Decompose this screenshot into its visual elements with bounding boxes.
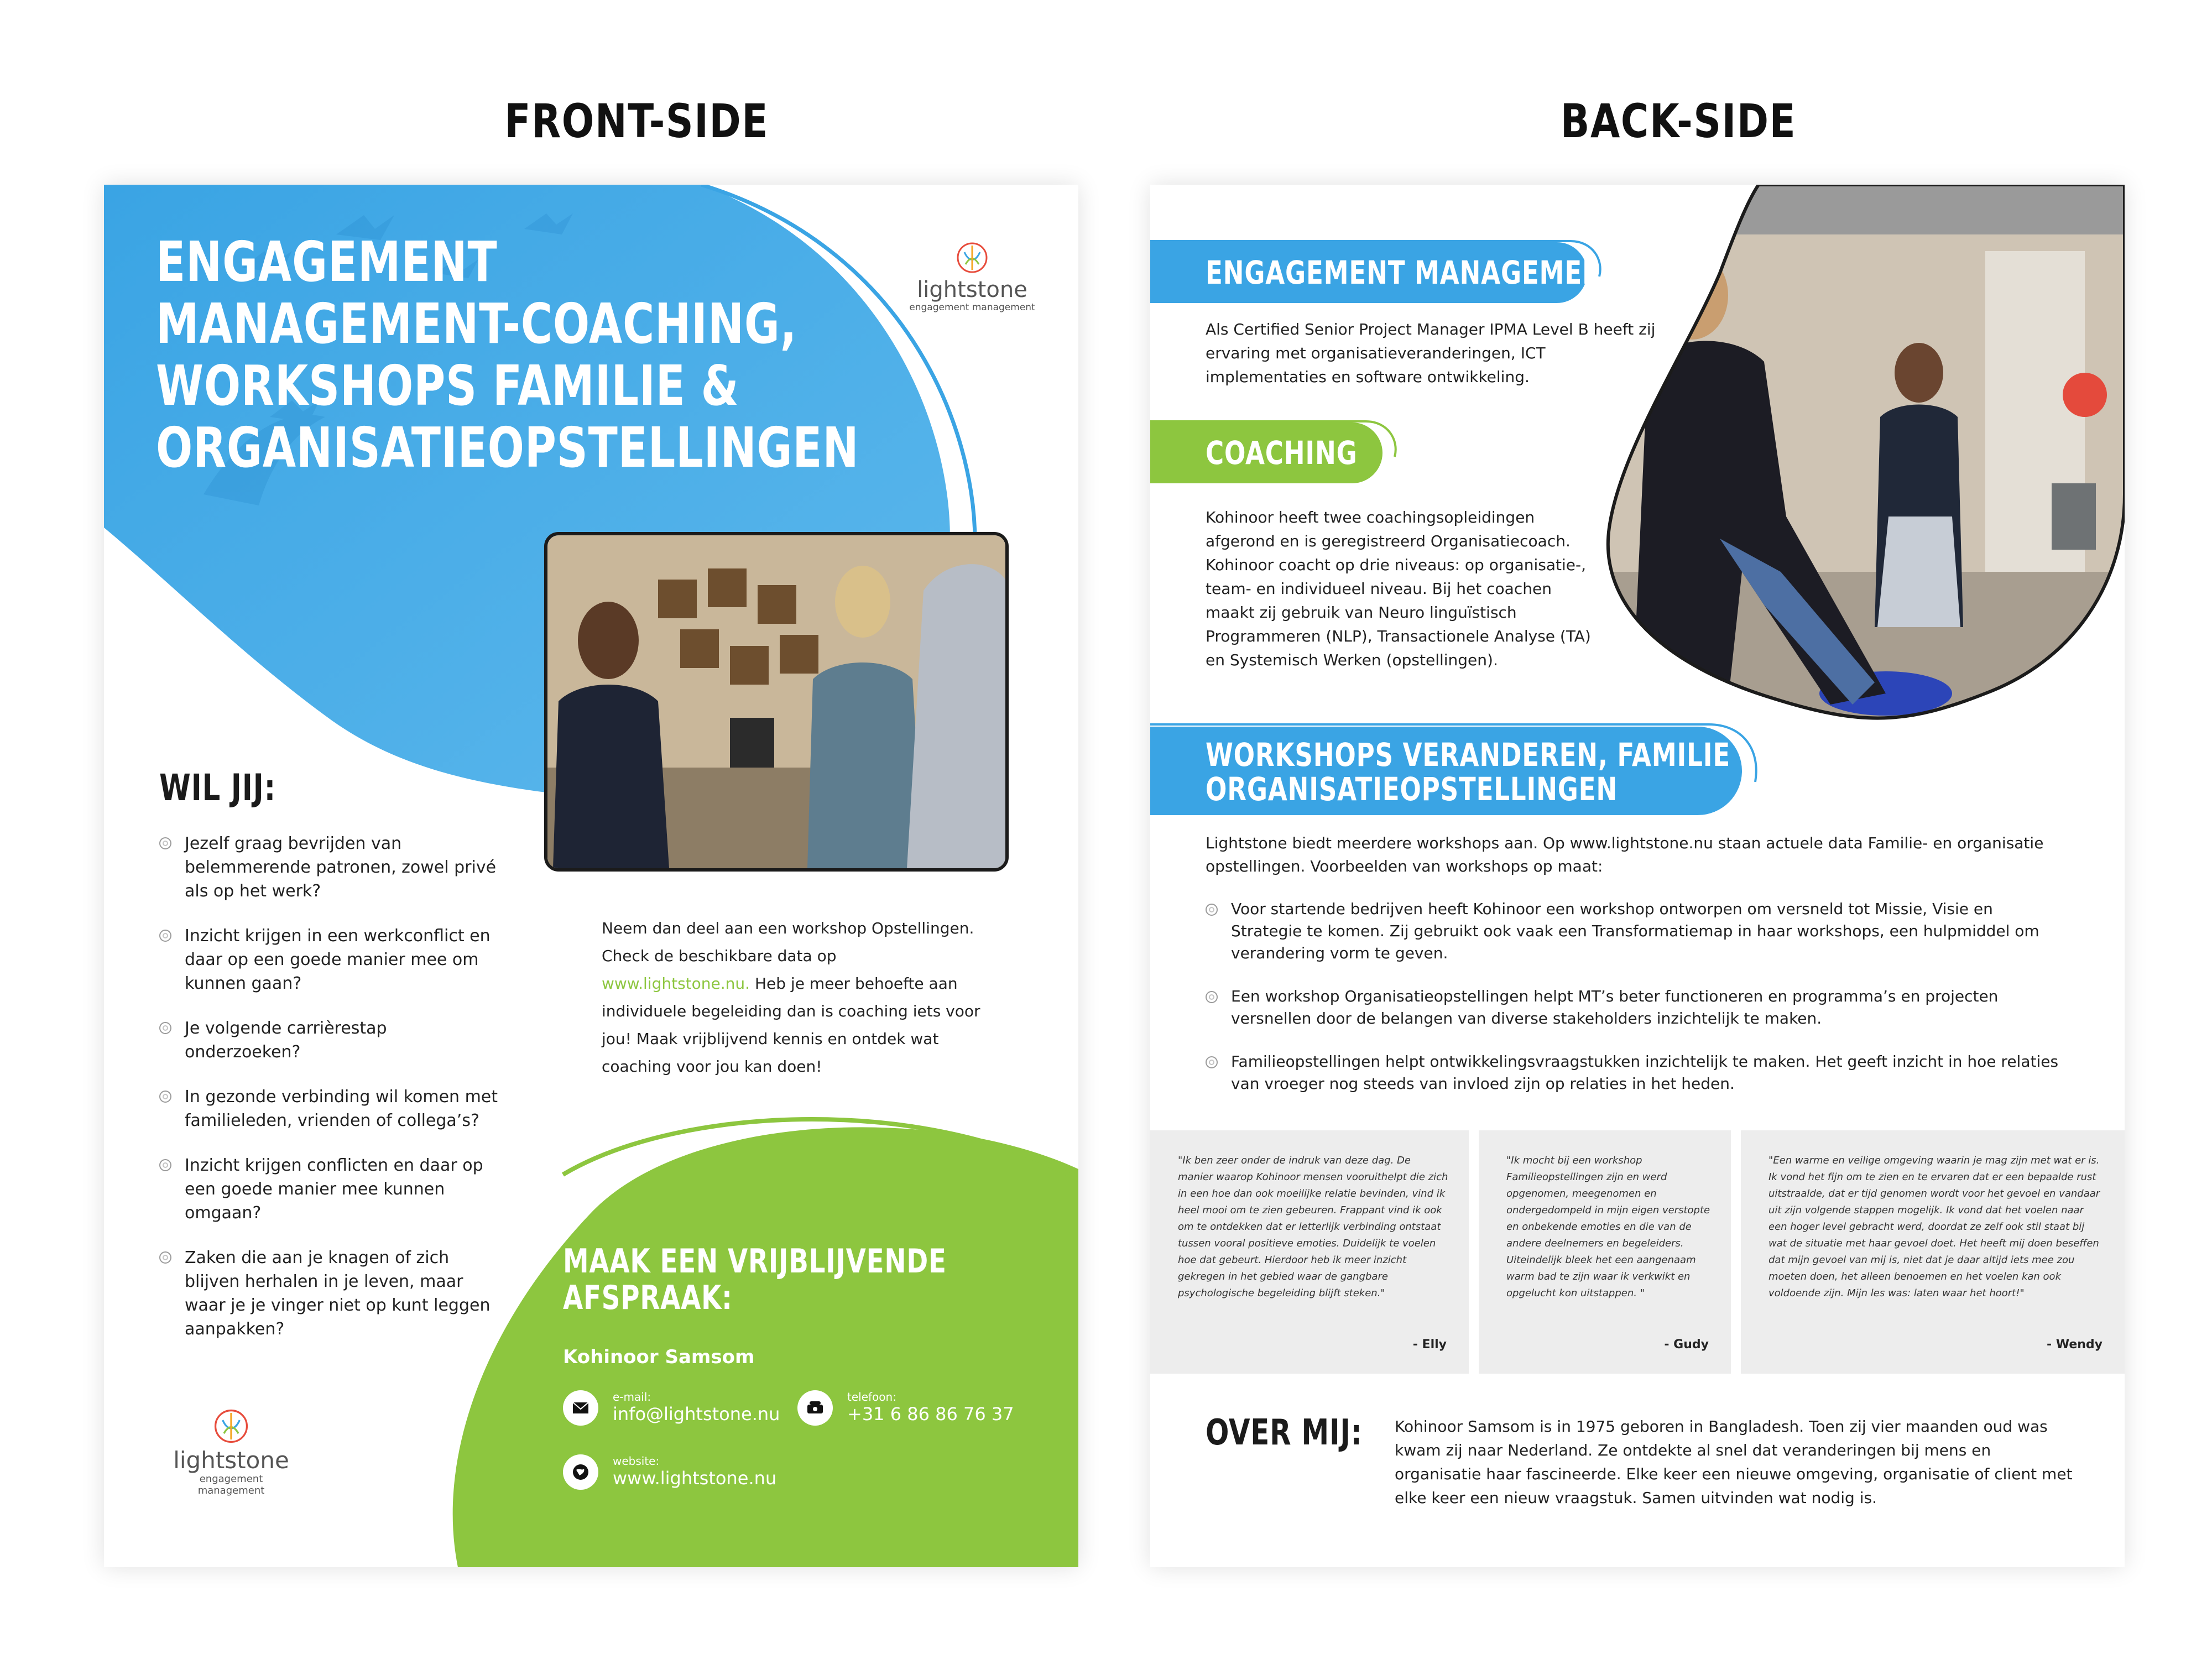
- front-photo: [544, 532, 1009, 872]
- list-item: Jezelf graag bevrijden van belemmerende patronen, zowel privé als op het werk?: [159, 832, 502, 903]
- testimonial-text: "Een warme en veilige omgeving waarin je mag zijn met wat er is. Ik vond het fijn om te zien en te ervaren dat er een bepaalde rust uitstraalde, dat er tijd genomen wordt voor het gevoel en vandaar uit zijn volgende stappen mogelijk. Ik vond dat het voelen naar een hoger level gebracht werd, doordat ze zelf ook stil staat bij wat de situatie met haar gevoel doet. Het heeft mij doen beseffen dat mijn gevoel van mij is, niet dat je daar altijd iets mee zou moeten doen, het alleen benoemen en het voelen kan ook voldoende zijn. Mijn les was: laten waar het hoort!": [1768, 1155, 2100, 1299]
- list-item: Een workshop Organisatieopstellingen helpt MT’s beter functioneren en programma’s en projecten versnellen door de belangen van diverse stakeholders inzichtelijk te maken.: [1206, 985, 2068, 1030]
- over-mij-text: Kohinoor Samsom is in 1975 geboren in Bangladesh. Toen zij vier maanden oud was kwam zij naar Nederland. Ze ontdekte al snel dat veranderingen bij mens en organisatie haar fascineerde. Elke keer een nieuwe omgeving, organisatie of client met elke keer een nieuw vraagstuk. Samen uitvinden wat nodig is.: [1395, 1417, 2073, 1507]
- bullet-icon: [159, 1091, 171, 1103]
- coaching-text: Kohinoor heeft twee coachingsopleidingen afgerond en is geregistreerd Organisatiecoach. Kohinoor coacht op drie niveaus: op organisatie-, team- en individueel niveau. Bij het coachen maakt zij gebruik van Neuro linguïstisch Programmeren (NLP), Transactionele Analyse (TA) en Systemisch Werken (opstellingen).: [1206, 508, 1591, 669]
- bullet-icon: [159, 837, 171, 849]
- lightstone-logo-icon: [954, 240, 990, 275]
- engagement-ribbon-outline: [1150, 238, 1604, 310]
- over-mij-title: OVER MIJ:: [1206, 1412, 1363, 1453]
- testimonial-text: "Ik ben zeer onder de indruk van deze dag. De manier waarop Kohinoor mensen vooruithelpt die zich in een hoe dan ook moeilijke relatie bevinden, vind ik heel mooi om te zien gebeuren. Frappant vind ik ook om te ontdekken dat er letterlijk verbinding ontstaat tussen vooral positieve emoties. Duidelijk te voelen hoe dat gebeurt. Hierdoor heb ik meer inzicht gekregen in het gebied waar de gangbare psychologische begeleiding blijft steken.": [1178, 1155, 1448, 1299]
- testimonial-card: [1479, 1130, 1731, 1374]
- testimonial-card: [1741, 1130, 2125, 1374]
- phone-link[interactable]: +31 6 86 86 76 37: [847, 1404, 1014, 1425]
- back-photo: [1598, 185, 2125, 738]
- headline-line-2: MANAGEMENT-COACHING,: [156, 291, 797, 356]
- headline-line-3: WORKSHOPS FAMILIE &: [156, 353, 739, 418]
- bullet-icon: [159, 1251, 171, 1264]
- workshops-ribbon-outline: [1150, 721, 1764, 821]
- contact-name: Kohinoor Samsom: [563, 1346, 755, 1368]
- testimonial-author: - Elly: [1412, 1338, 1447, 1352]
- engagement-title: ENGAGEMENT MANAGEMENT: [1206, 254, 1621, 291]
- front-bullet-list: [159, 832, 502, 1362]
- website-block: website: www.lightstone.nu: [613, 1454, 777, 1489]
- front-logo-top: [906, 240, 1039, 313]
- testimonial-card: [1150, 1130, 1469, 1374]
- front-logo-bottom: lightstone engagement management: [165, 1407, 298, 1496]
- testimonial-author: - Wendy: [2047, 1338, 2103, 1352]
- list-item: Voor startende bedrijven heeft Kohinoor een workshop ontworpen om versneld tot Missie, Visie en Strategie te komen. Zij gebruikt ook vaak een Transformatiemap in haar workshops, een hulpmiddel om verandering vorm te geven.: [1206, 898, 2068, 964]
- coaching-ribbon-outline: [1150, 418, 1399, 490]
- list-item: Zaken die aan je knagen of zich blijven herhalen in je leven, maar waar je je vinger niet op kunt leggen aanpakken?: [159, 1246, 502, 1341]
- list-item: In gezonde verbinding wil komen met familieleden, vrienden of collega’s?: [159, 1085, 502, 1133]
- wil-jij-title: WIL JIJ:: [159, 766, 276, 809]
- back-page: [1150, 185, 2125, 1567]
- front-page: [104, 185, 1078, 1567]
- lightstone-logo-icon: [212, 1407, 251, 1446]
- cta-website-link[interactable]: www.lightstone.nu.: [602, 974, 750, 993]
- phone-block: telefoon: +31 6 86 86 76 37: [847, 1390, 1014, 1425]
- bullet-icon: [159, 1159, 171, 1171]
- workshops-bullet-list: [1206, 898, 2068, 1116]
- email-block: e-mail: info@lightstone.nu: [613, 1390, 780, 1425]
- bullet-icon: [1206, 991, 1218, 1003]
- headline-line-4: ORGANISATIEOPSTELLINGEN: [156, 415, 859, 480]
- globe-icon: [563, 1454, 598, 1490]
- testimonial-text: "Ik mocht bij een workshop Familieopstellingen zijn en werd opgenomen, meegenomen en ondergedompeld in mijn eigen verstopte en onbekende emoties en die van de andere deelnemers en begeleiders. Uiteindelijk bleek het een aangenaam warm bad te zijn waar ik verkwikt en opgelucht kon uitstappen. ": [1506, 1155, 1710, 1299]
- email-icon: [563, 1390, 598, 1426]
- engagement-text: Als Certified Senior Project Manager IPMA Level B heeft zij ervaring met organisatieveranderingen, ICT implementaties en software ontwikkeling.: [1206, 320, 1656, 386]
- appointment-title: MAAK EEN VRIJBLIJVENDE AFSPRAAK:: [563, 1242, 947, 1317]
- bullet-icon: [159, 1022, 171, 1034]
- bullet-icon: [159, 930, 171, 942]
- bullet-icon: [1206, 904, 1218, 916]
- list-item: Inzicht krijgen conflicten en daar op een goede manier mee kunnen omgaan?: [159, 1154, 502, 1225]
- bullet-icon: [1206, 1056, 1218, 1068]
- list-item: Familieopstellingen helpt ontwikkelingsvraagstukken inzichtelijk te maken. Het geeft inzicht in hoe relaties van vroeger nog steeds van invloed zijn op relaties in het heden.: [1206, 1051, 2068, 1095]
- brand-tagline: engagement management: [909, 302, 1035, 313]
- email-link[interactable]: info@lightstone.nu: [613, 1404, 780, 1425]
- back-side-label: BACK-SIDE: [1560, 94, 1797, 148]
- workshops-intro: Lightstone biedt meerdere workshops aan. Op www.lightstone.nu staan actuele data Familie- en organisatie opstellingen. Voorbeelden van workshops op maat:: [1206, 834, 2044, 875]
- list-item: Je volgende carrièrestap onderzoeken?: [159, 1016, 502, 1064]
- website-link[interactable]: www.lightstone.nu: [613, 1468, 777, 1489]
- list-item: Inzicht krijgen in een werkconflict en daar op een goede manier mee om kunnen gaan?: [159, 924, 502, 995]
- front-headline: [156, 231, 859, 479]
- phone-icon: [797, 1390, 833, 1426]
- cta-paragraph: Neem dan deel aan een workshop Opstellingen. Check de beschikbare data op www.lightstone.nu. Heb je meer behoefte aan individuele begeleiding dan is coaching iets voor jou! Maak vrijblijvend kennis en ontdek wat coaching voor jou kan doen!: [602, 919, 980, 1076]
- front-side-label: FRONT-SIDE: [504, 94, 769, 148]
- workshops-title: WORKSHOPS VERANDEREN, FAMILIE & ORGANISATIEOPSTELLINGEN: [1206, 736, 1762, 808]
- brand-name: lightstone: [917, 277, 1027, 302]
- coaching-title: COACHING: [1206, 434, 1358, 472]
- testimonial-author: - Gudy: [1664, 1338, 1709, 1352]
- headline-line-1: ENGAGEMENT: [156, 229, 498, 294]
